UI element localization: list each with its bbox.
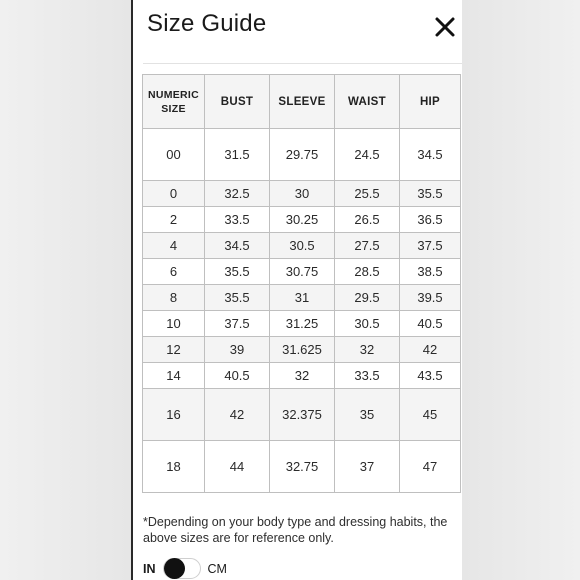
header-divider (143, 63, 462, 64)
cell-hip: 47 (400, 441, 461, 493)
cell-sleeve: 32.375 (270, 389, 335, 441)
cell-bust: 44 (205, 441, 270, 493)
cell-size: 6 (143, 259, 205, 285)
cell-bust: 31.5 (205, 129, 270, 181)
cell-bust: 40.5 (205, 363, 270, 389)
cell-waist: 28.5 (335, 259, 400, 285)
size-guide-modal (131, 0, 462, 580)
cell-size: 14 (143, 363, 205, 389)
cell-sleeve: 31.25 (270, 311, 335, 337)
cell-waist: 24.5 (335, 129, 400, 181)
unit-switch[interactable] (163, 558, 201, 579)
size-table-container[interactable] (142, 74, 460, 493)
cell-waist: 30.5 (335, 311, 400, 337)
unit-toggle (143, 558, 227, 579)
cell-waist: 27.5 (335, 233, 400, 259)
cell-waist: 25.5 (335, 181, 400, 207)
table-row (143, 259, 461, 285)
cell-size: 8 (143, 285, 205, 311)
cell-bust: 42 (205, 389, 270, 441)
table-row (143, 363, 461, 389)
cell-waist: 32 (335, 337, 400, 363)
unit-label-in[interactable]: IN (143, 561, 156, 576)
header-waist: WAIST (335, 75, 400, 129)
modal-title: Size Guide (147, 10, 267, 37)
cell-hip: 38.5 (400, 259, 461, 285)
cell-bust: 37.5 (205, 311, 270, 337)
backdrop-right (462, 0, 580, 580)
cell-sleeve: 30.75 (270, 259, 335, 285)
table-row (143, 285, 461, 311)
cell-hip: 45 (400, 389, 461, 441)
cell-sleeve: 31 (270, 285, 335, 311)
cell-size: 4 (143, 233, 205, 259)
table-row (143, 129, 461, 181)
header-numeric-size: NUMERIC SIZE (143, 75, 205, 129)
cell-hip: 40.5 (400, 311, 461, 337)
table-row (143, 181, 461, 207)
cell-hip: 42 (400, 337, 461, 363)
cell-size: 16 (143, 389, 205, 441)
cell-bust: 32.5 (205, 181, 270, 207)
header-sleeve: SLEEVE (270, 75, 335, 129)
cell-hip: 36.5 (400, 207, 461, 233)
cell-bust: 34.5 (205, 233, 270, 259)
cell-sleeve: 29.75 (270, 129, 335, 181)
switch-knob (164, 558, 185, 579)
table-row (143, 233, 461, 259)
cell-sleeve: 32 (270, 363, 335, 389)
cell-size: 00 (143, 129, 205, 181)
cell-bust: 39 (205, 337, 270, 363)
cell-sleeve: 30.5 (270, 233, 335, 259)
cell-hip: 35.5 (400, 181, 461, 207)
cell-hip: 37.5 (400, 233, 461, 259)
table-row (143, 441, 461, 493)
cell-size: 12 (143, 337, 205, 363)
size-table (142, 74, 461, 493)
backdrop-left (0, 0, 131, 580)
cell-size: 10 (143, 311, 205, 337)
cell-bust: 33.5 (205, 207, 270, 233)
unit-label-cm[interactable]: CM (207, 561, 227, 576)
cell-size: 2 (143, 207, 205, 233)
close-button[interactable] (432, 14, 458, 40)
table-header-row (143, 75, 461, 129)
cell-waist: 29.5 (335, 285, 400, 311)
cell-hip: 34.5 (400, 129, 461, 181)
cell-size: 0 (143, 181, 205, 207)
table-row (143, 207, 461, 233)
close-icon (432, 14, 458, 40)
header-bust: BUST (205, 75, 270, 129)
cell-hip: 43.5 (400, 363, 461, 389)
cell-waist: 35 (335, 389, 400, 441)
cell-hip: 39.5 (400, 285, 461, 311)
cell-size: 18 (143, 441, 205, 493)
cell-sleeve: 31.625 (270, 337, 335, 363)
cell-waist: 26.5 (335, 207, 400, 233)
cell-sleeve: 30 (270, 181, 335, 207)
cell-waist: 37 (335, 441, 400, 493)
table-row (143, 389, 461, 441)
reference-note: *Depending on your body type and dressing habits, the above sizes are for reference only. (143, 515, 448, 545)
cell-bust: 35.5 (205, 285, 270, 311)
table-row (143, 337, 461, 363)
table-row (143, 311, 461, 337)
cell-sleeve: 30.25 (270, 207, 335, 233)
cell-waist: 33.5 (335, 363, 400, 389)
cell-bust: 35.5 (205, 259, 270, 285)
cell-sleeve: 32.75 (270, 441, 335, 493)
header-hip: HIP (400, 75, 461, 129)
